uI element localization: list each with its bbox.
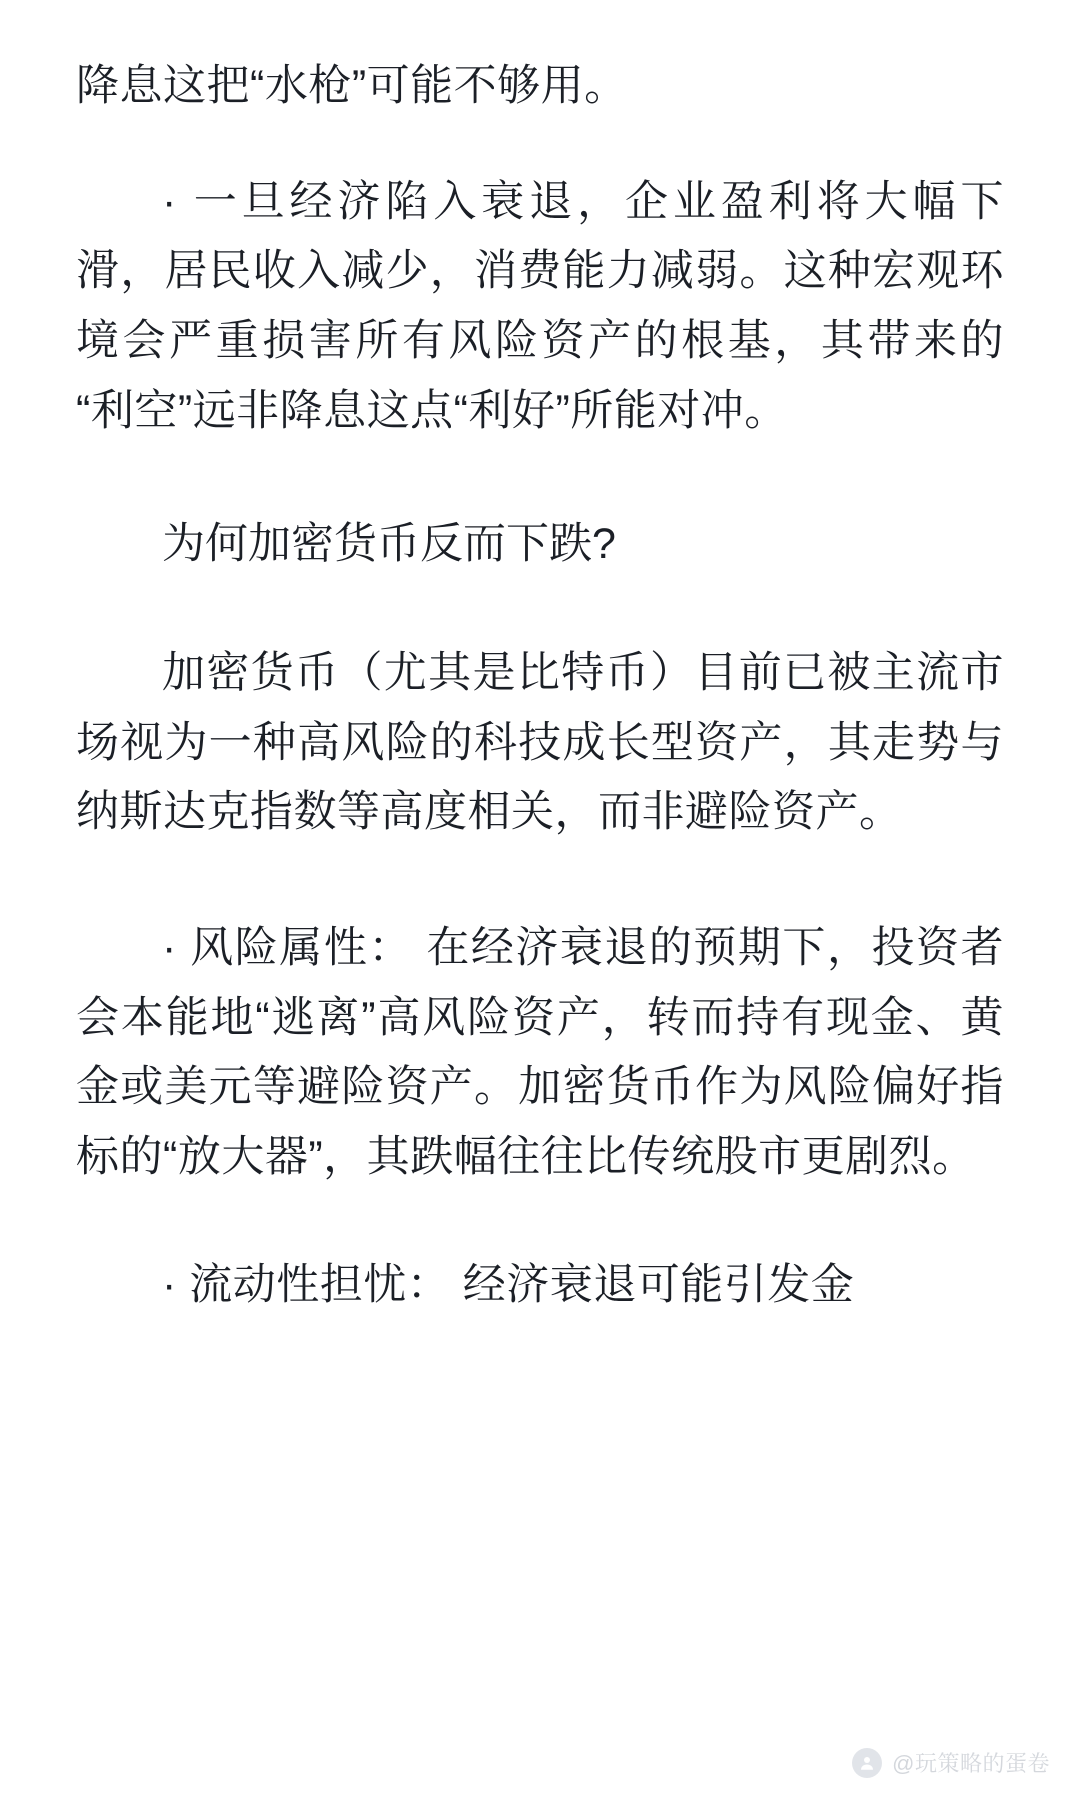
user-avatar-icon [852,1748,882,1778]
paragraph-bullet-liquidity: · 流动性担忧： 经济衰退可能引发金 [162,1260,855,1309]
paragraph-bullet-risk-attribute: · 风险属性： 在经济衰退的预期下，投资者会本能地“逃离”高风险资产，转而持有现金、黄金或美元等避险资产。加密货币作为风险偏好指标的“放大器”，其跌幅往往比传统股市更剧烈。 [76,924,1004,1182]
watermark [852,1747,1050,1778]
watermark-label: @玩策略的蛋卷 [892,1751,1050,1776]
paragraph-intro-continuation: 降息这把“水枪”可能不够用。 [76,62,628,110]
section-heading-crypto-decline: 为何加密货币反而下跌? [162,520,616,569]
paragraph-crypto-definition: 加密货币（尤其是比特币）目前已被主流市场视为一种高风险的科技成长型资产，其走势与纳斯达克指数等高度相关，而非避险资产。 [76,649,1004,837]
paragraph-bullet-recession: · 一旦经济陷入衰退，企业盈利将大幅下滑，居民收入减少，消费能力减弱。这种宏观环境会严重损害所有风险资产的根基，其带来的“利空”远非降息这点“利好”所能对冲。 [76,177,1004,435]
